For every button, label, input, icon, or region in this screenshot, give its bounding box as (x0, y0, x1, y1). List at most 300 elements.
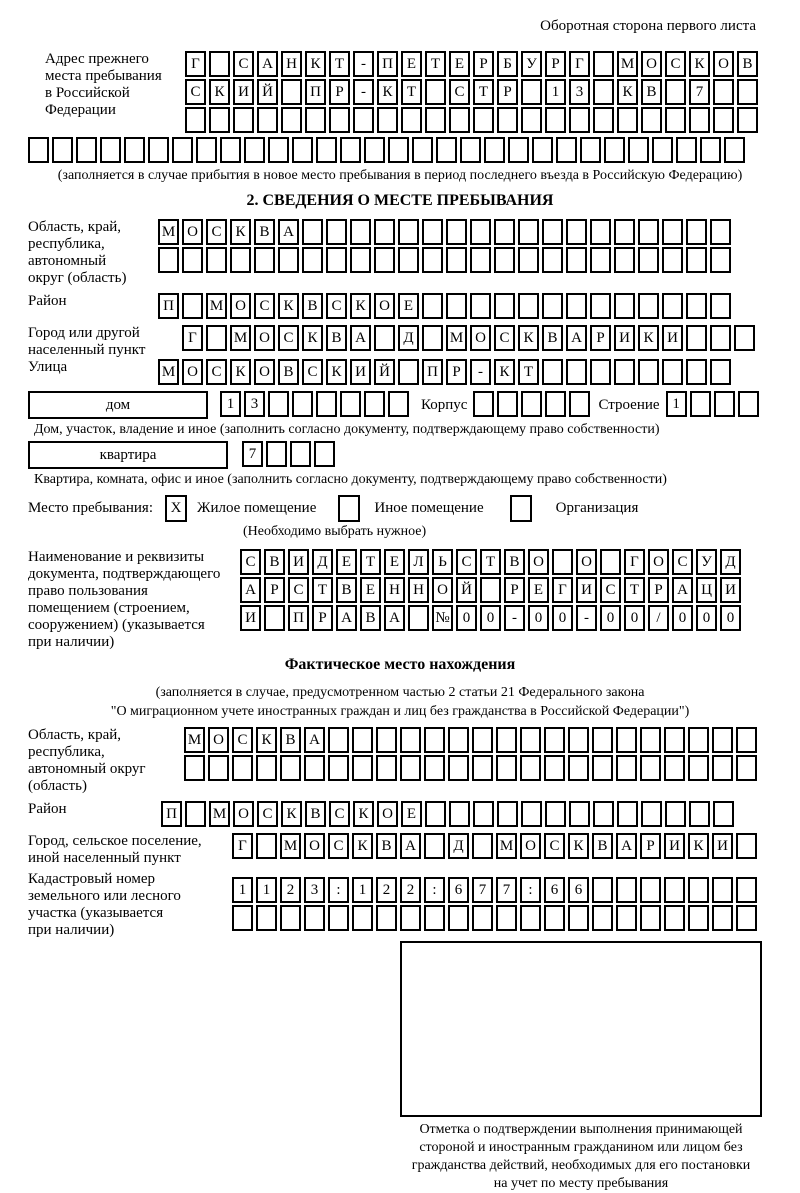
char-cell[interactable] (472, 833, 493, 859)
char-cell[interactable]: Г (569, 51, 590, 77)
char-cell[interactable]: Н (384, 577, 405, 603)
char-cell[interactable] (290, 441, 311, 467)
char-cell[interactable] (518, 219, 539, 245)
char-cell[interactable] (710, 247, 731, 273)
char-cell[interactable] (401, 107, 422, 133)
char-cell[interactable] (400, 905, 421, 931)
char-cell[interactable]: В (302, 293, 323, 319)
char-cell[interactable] (446, 219, 467, 245)
char-cell[interactable] (664, 755, 685, 781)
char-cell[interactable]: А (257, 51, 278, 77)
char-cell[interactable] (736, 727, 757, 753)
char-cell[interactable]: 7 (689, 79, 710, 105)
char-cell[interactable]: 0 (624, 605, 645, 631)
char-cell[interactable] (497, 107, 518, 133)
char-cell[interactable] (352, 755, 373, 781)
char-cell[interactable]: 0 (600, 605, 621, 631)
char-cell[interactable] (412, 137, 433, 163)
char-cell[interactable] (460, 137, 481, 163)
char-cell[interactable]: Й (257, 79, 278, 105)
char-cell[interactable]: Р (473, 51, 494, 77)
char-cell[interactable] (689, 801, 710, 827)
char-cell[interactable]: Д (720, 549, 741, 575)
char-cell[interactable] (448, 755, 469, 781)
char-cell[interactable] (148, 137, 169, 163)
char-cell[interactable] (686, 293, 707, 319)
char-cell[interactable] (616, 877, 637, 903)
checkbox-organizatsiya[interactable] (510, 495, 532, 522)
char-cell[interactable]: С (254, 293, 275, 319)
char-cell[interactable]: М (280, 833, 301, 859)
char-cell[interactable] (182, 247, 203, 273)
char-cell[interactable] (710, 293, 731, 319)
char-cell[interactable] (472, 727, 493, 753)
char-cell[interactable]: - (504, 605, 525, 631)
char-cell[interactable]: С (672, 549, 693, 575)
char-cell[interactable]: О (182, 219, 203, 245)
char-cell[interactable]: С (185, 79, 206, 105)
char-cell[interactable]: Е (449, 51, 470, 77)
char-cell[interactable]: 1 (220, 391, 241, 417)
char-cell[interactable]: О (230, 293, 251, 319)
char-cell[interactable] (662, 359, 683, 385)
char-cell[interactable] (662, 247, 683, 273)
char-cell[interactable] (494, 293, 515, 319)
char-cell[interactable]: Й (456, 577, 477, 603)
char-cell[interactable]: Е (336, 549, 357, 575)
char-cell[interactable] (256, 755, 277, 781)
char-cell[interactable] (566, 219, 587, 245)
char-cell[interactable]: О (208, 727, 229, 753)
char-cell[interactable] (350, 219, 371, 245)
char-cell[interactable]: П (288, 605, 309, 631)
char-cell[interactable]: С (328, 833, 349, 859)
char-cell[interactable] (712, 877, 733, 903)
char-cell[interactable] (580, 137, 601, 163)
char-cell[interactable] (364, 391, 385, 417)
char-cell[interactable] (736, 905, 757, 931)
char-cell[interactable] (617, 107, 638, 133)
char-cell[interactable] (521, 391, 542, 417)
char-cell[interactable] (254, 247, 275, 273)
char-cell[interactable] (628, 137, 649, 163)
char-cell[interactable] (425, 79, 446, 105)
char-cell[interactable] (713, 107, 734, 133)
char-cell[interactable]: К (302, 325, 323, 351)
char-cell[interactable] (738, 391, 759, 417)
char-cell[interactable]: С (326, 293, 347, 319)
char-cell[interactable] (662, 219, 683, 245)
char-cell[interactable] (664, 727, 685, 753)
char-cell[interactable]: А (240, 577, 261, 603)
char-cell[interactable]: Г (185, 51, 206, 77)
char-cell[interactable] (521, 79, 542, 105)
char-cell[interactable]: 6 (448, 877, 469, 903)
char-cell[interactable] (552, 549, 573, 575)
char-cell[interactable] (316, 137, 337, 163)
char-cell[interactable] (280, 755, 301, 781)
char-cell[interactable] (496, 905, 517, 931)
char-cell[interactable]: В (504, 549, 525, 575)
char-cell[interactable] (521, 801, 542, 827)
char-cell[interactable] (350, 247, 371, 273)
char-cell[interactable]: К (281, 801, 302, 827)
char-cell[interactable]: В (305, 801, 326, 827)
char-cell[interactable]: К (494, 359, 515, 385)
char-cell[interactable]: Д (398, 325, 419, 351)
char-cell[interactable] (664, 905, 685, 931)
char-cell[interactable]: Д (312, 549, 333, 575)
char-cell[interactable]: И (664, 833, 685, 859)
char-cell[interactable]: И (288, 549, 309, 575)
char-cell[interactable] (532, 137, 553, 163)
char-cell[interactable] (736, 755, 757, 781)
char-cell[interactable] (497, 801, 518, 827)
char-cell[interactable] (448, 727, 469, 753)
char-cell[interactable] (592, 727, 613, 753)
char-cell[interactable]: М (446, 325, 467, 351)
char-cell[interactable]: О (254, 325, 275, 351)
char-cell[interactable]: Г (552, 577, 573, 603)
char-cell[interactable] (664, 877, 685, 903)
char-cell[interactable]: К (377, 79, 398, 105)
char-cell[interactable] (281, 107, 302, 133)
char-cell[interactable]: 1 (232, 877, 253, 903)
char-cell[interactable] (641, 801, 662, 827)
char-cell[interactable]: А (350, 325, 371, 351)
char-cell[interactable] (266, 441, 287, 467)
char-cell[interactable]: 0 (480, 605, 501, 631)
char-cell[interactable]: Т (312, 577, 333, 603)
char-cell[interactable] (592, 755, 613, 781)
char-cell[interactable]: А (672, 577, 693, 603)
char-cell[interactable]: П (305, 79, 326, 105)
char-cell[interactable]: А (384, 605, 405, 631)
char-cell[interactable] (568, 905, 589, 931)
char-cell[interactable] (425, 801, 446, 827)
char-cell[interactable] (592, 877, 613, 903)
char-cell[interactable]: 1 (666, 391, 687, 417)
char-cell[interactable] (604, 137, 625, 163)
char-cell[interactable]: К (326, 359, 347, 385)
char-cell[interactable] (545, 391, 566, 417)
char-cell[interactable]: С (206, 219, 227, 245)
char-cell[interactable] (472, 905, 493, 931)
char-cell[interactable] (314, 441, 335, 467)
char-cell[interactable] (690, 391, 711, 417)
char-cell[interactable]: - (470, 359, 491, 385)
char-cell[interactable] (449, 801, 470, 827)
char-cell[interactable]: С (240, 549, 261, 575)
char-cell[interactable] (593, 51, 614, 77)
char-cell[interactable] (520, 727, 541, 753)
char-cell[interactable] (710, 219, 731, 245)
char-cell[interactable]: Г (232, 833, 253, 859)
char-cell[interactable]: : (424, 877, 445, 903)
char-cell[interactable]: П (377, 51, 398, 77)
char-cell[interactable]: : (520, 877, 541, 903)
char-cell[interactable]: О (374, 293, 395, 319)
char-cell[interactable] (686, 219, 707, 245)
char-cell[interactable] (448, 905, 469, 931)
char-cell[interactable] (185, 801, 206, 827)
char-cell[interactable]: И (240, 605, 261, 631)
char-cell[interactable]: С (257, 801, 278, 827)
char-cell[interactable] (568, 727, 589, 753)
char-cell[interactable] (446, 293, 467, 319)
char-cell[interactable]: Т (329, 51, 350, 77)
char-cell[interactable] (264, 605, 285, 631)
char-cell[interactable]: С (302, 359, 323, 385)
char-cell[interactable] (518, 293, 539, 319)
char-cell[interactable] (592, 905, 613, 931)
char-cell[interactable] (640, 877, 661, 903)
char-cell[interactable]: К (350, 293, 371, 319)
char-cell[interactable] (688, 755, 709, 781)
char-cell[interactable]: Р (446, 359, 467, 385)
char-cell[interactable] (688, 877, 709, 903)
char-cell[interactable] (569, 801, 590, 827)
char-cell[interactable] (326, 247, 347, 273)
char-cell[interactable]: № (432, 605, 453, 631)
char-cell[interactable]: К (518, 325, 539, 351)
char-cell[interactable] (206, 247, 227, 273)
char-cell[interactable]: С (232, 727, 253, 753)
char-cell[interactable] (52, 137, 73, 163)
char-cell[interactable] (568, 755, 589, 781)
char-cell[interactable]: О (470, 325, 491, 351)
char-cell[interactable] (304, 755, 325, 781)
checkbox-inoe-pomeshchenie[interactable] (338, 495, 360, 522)
char-cell[interactable]: М (206, 293, 227, 319)
char-cell[interactable] (364, 137, 385, 163)
char-cell[interactable] (424, 727, 445, 753)
char-cell[interactable] (544, 755, 565, 781)
char-cell[interactable]: 0 (672, 605, 693, 631)
char-cell[interactable]: 6 (544, 877, 565, 903)
char-cell[interactable] (196, 137, 217, 163)
char-cell[interactable]: - (353, 51, 374, 77)
char-cell[interactable] (593, 107, 614, 133)
char-cell[interactable] (736, 877, 757, 903)
char-cell[interactable]: М (496, 833, 517, 859)
char-cell[interactable] (686, 325, 707, 351)
char-cell[interactable]: Г (182, 325, 203, 351)
char-cell[interactable]: С (329, 801, 350, 827)
char-cell[interactable] (508, 137, 529, 163)
char-cell[interactable]: В (278, 359, 299, 385)
char-cell[interactable] (470, 293, 491, 319)
char-cell[interactable] (292, 137, 313, 163)
char-cell[interactable] (600, 549, 621, 575)
char-cell[interactable] (616, 755, 637, 781)
char-cell[interactable] (328, 755, 349, 781)
char-cell[interactable] (652, 137, 673, 163)
char-cell[interactable]: И (712, 833, 733, 859)
char-cell[interactable] (569, 107, 590, 133)
char-cell[interactable]: О (713, 51, 734, 77)
char-cell[interactable] (724, 137, 745, 163)
char-cell[interactable] (305, 107, 326, 133)
char-cell[interactable] (593, 79, 614, 105)
char-cell[interactable] (268, 137, 289, 163)
char-cell[interactable]: В (592, 833, 613, 859)
char-cell[interactable]: В (326, 325, 347, 351)
char-cell[interactable]: У (696, 549, 717, 575)
char-cell[interactable] (76, 137, 97, 163)
char-cell[interactable] (473, 107, 494, 133)
char-cell[interactable]: 7 (242, 441, 263, 467)
char-cell[interactable] (398, 247, 419, 273)
char-cell[interactable] (520, 755, 541, 781)
char-cell[interactable] (328, 905, 349, 931)
char-cell[interactable] (712, 727, 733, 753)
char-cell[interactable]: К (688, 833, 709, 859)
char-cell[interactable] (268, 391, 289, 417)
char-cell[interactable] (734, 325, 755, 351)
char-cell[interactable]: 7 (472, 877, 493, 903)
char-cell[interactable]: А (336, 605, 357, 631)
char-cell[interactable]: О (641, 51, 662, 77)
char-cell[interactable]: С (206, 359, 227, 385)
char-cell[interactable] (446, 247, 467, 273)
char-cell[interactable]: В (360, 605, 381, 631)
char-cell[interactable]: К (230, 359, 251, 385)
char-cell[interactable] (374, 219, 395, 245)
char-cell[interactable]: С (288, 577, 309, 603)
char-cell[interactable] (736, 833, 757, 859)
char-cell[interactable] (400, 755, 421, 781)
char-cell[interactable]: П (422, 359, 443, 385)
char-cell[interactable]: Р (640, 833, 661, 859)
char-cell[interactable]: 0 (552, 605, 573, 631)
char-cell[interactable] (328, 727, 349, 753)
char-cell[interactable]: Е (401, 801, 422, 827)
char-cell[interactable] (542, 247, 563, 273)
char-cell[interactable] (472, 755, 493, 781)
char-cell[interactable] (542, 359, 563, 385)
char-cell[interactable] (233, 107, 254, 133)
char-cell[interactable] (542, 219, 563, 245)
char-cell[interactable]: - (576, 605, 597, 631)
char-cell[interactable] (470, 219, 491, 245)
char-cell[interactable]: В (737, 51, 758, 77)
char-cell[interactable]: О (233, 801, 254, 827)
char-cell[interactable]: Т (360, 549, 381, 575)
char-cell[interactable]: Т (425, 51, 446, 77)
char-cell[interactable] (590, 247, 611, 273)
char-cell[interactable]: К (568, 833, 589, 859)
char-cell[interactable] (278, 247, 299, 273)
char-cell[interactable] (326, 219, 347, 245)
char-cell[interactable] (640, 727, 661, 753)
char-cell[interactable]: 3 (304, 877, 325, 903)
char-cell[interactable] (590, 293, 611, 319)
char-cell[interactable] (496, 755, 517, 781)
char-cell[interactable] (688, 727, 709, 753)
char-cell[interactable] (665, 107, 686, 133)
char-cell[interactable] (638, 219, 659, 245)
char-cell[interactable] (340, 391, 361, 417)
char-cell[interactable] (556, 137, 577, 163)
char-cell[interactable] (182, 293, 203, 319)
char-cell[interactable] (688, 905, 709, 931)
char-cell[interactable] (352, 727, 373, 753)
char-cell[interactable] (617, 801, 638, 827)
char-cell[interactable] (713, 79, 734, 105)
char-cell[interactable]: А (566, 325, 587, 351)
char-cell[interactable] (425, 107, 446, 133)
char-cell[interactable]: 0 (456, 605, 477, 631)
char-cell[interactable]: С (278, 325, 299, 351)
char-cell[interactable]: А (304, 727, 325, 753)
char-cell[interactable] (700, 137, 721, 163)
char-cell[interactable]: Е (401, 51, 422, 77)
char-cell[interactable] (316, 391, 337, 417)
char-cell[interactable] (376, 755, 397, 781)
char-cell[interactable]: К (352, 833, 373, 859)
char-cell[interactable]: Р (312, 605, 333, 631)
char-cell[interactable]: Р (497, 79, 518, 105)
char-cell[interactable]: 0 (720, 605, 741, 631)
char-cell[interactable]: П (158, 293, 179, 319)
char-cell[interactable] (614, 247, 635, 273)
char-cell[interactable] (220, 137, 241, 163)
char-cell[interactable] (484, 137, 505, 163)
char-cell[interactable]: 6 (568, 877, 589, 903)
char-cell[interactable]: К (638, 325, 659, 351)
char-cell[interactable]: : (328, 877, 349, 903)
char-cell[interactable]: 3 (569, 79, 590, 105)
char-cell[interactable]: Н (281, 51, 302, 77)
char-cell[interactable]: С (544, 833, 565, 859)
char-cell[interactable]: И (350, 359, 371, 385)
char-cell[interactable]: 1 (256, 877, 277, 903)
char-cell[interactable]: С (449, 79, 470, 105)
char-cell[interactable]: В (641, 79, 662, 105)
char-cell[interactable] (686, 359, 707, 385)
char-cell[interactable]: Р (504, 577, 525, 603)
char-cell[interactable] (640, 905, 661, 931)
char-cell[interactable]: Т (401, 79, 422, 105)
char-cell[interactable] (566, 293, 587, 319)
char-cell[interactable] (494, 219, 515, 245)
char-cell[interactable]: Е (384, 549, 405, 575)
char-cell[interactable]: К (305, 51, 326, 77)
char-cell[interactable]: Н (408, 577, 429, 603)
char-cell[interactable] (614, 219, 635, 245)
char-cell[interactable]: Д (448, 833, 469, 859)
char-cell[interactable] (256, 905, 277, 931)
char-cell[interactable] (256, 833, 277, 859)
char-cell[interactable]: М (209, 801, 230, 827)
char-cell[interactable] (614, 359, 635, 385)
char-cell[interactable] (665, 79, 686, 105)
char-cell[interactable] (518, 247, 539, 273)
char-cell[interactable]: 2 (280, 877, 301, 903)
char-cell[interactable]: Й (374, 359, 395, 385)
char-cell[interactable] (340, 137, 361, 163)
char-cell[interactable]: П (161, 801, 182, 827)
char-cell[interactable]: К (353, 801, 374, 827)
char-cell[interactable] (124, 137, 145, 163)
char-cell[interactable] (209, 107, 230, 133)
char-cell[interactable]: О (254, 359, 275, 385)
char-cell[interactable]: О (182, 359, 203, 385)
char-cell[interactable] (713, 801, 734, 827)
char-cell[interactable]: А (278, 219, 299, 245)
char-cell[interactable] (593, 801, 614, 827)
